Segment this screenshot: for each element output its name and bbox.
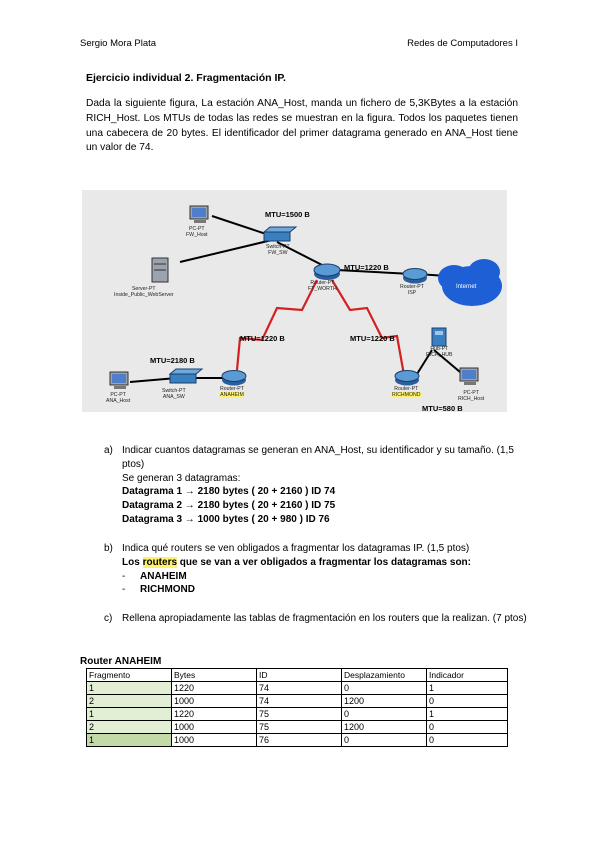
device-label: PC-PT ANA_Host	[106, 392, 131, 404]
device-label: Server-PT Inside_Public_WebServer	[114, 286, 174, 298]
mtu-label: MTU=1500 B	[265, 210, 310, 219]
column-header: Bytes	[172, 669, 257, 682]
device-label: PC-PT FW_Host	[186, 226, 208, 238]
pc-icon	[190, 206, 208, 223]
network-links	[82, 190, 507, 412]
question-b: b) Indica qué routers se ven obligados a fragmentar los datagramas IP. (1,5 ptos) Los routers que se van a ver obligados a fragmentar los datagramas son: - ANAHEIM - RICHMOND	[104, 542, 534, 602]
device-label: Switch-PT FW_SW	[266, 244, 290, 256]
link-ftworth-richmond	[332, 280, 404, 375]
column-header: Desplazamiento	[342, 669, 427, 682]
device-label: Switch-PT ANA_SW	[162, 388, 186, 400]
pc-icon	[460, 368, 478, 385]
question-a: a) Indicar cuantos datagramas se generan en ANA_Host, su identificador y su tamaño. (1,5 ptos) Se generan 3 datagramas: Datagrama 1 → 2180 bytes ( 20 + 2160 ) ID 74 Datagrama 2 → 2180 bytes ( 20 + 2160 ) ID 75 Datagrama 3 → 1000 bytes ( 20 + 980 ) ID 76	[104, 444, 534, 534]
cloud-icon	[438, 259, 502, 306]
table-row: 2 1000 74 1200 0	[87, 695, 508, 708]
answer-b-item: - ANAHEIM	[122, 570, 187, 582]
answer-b-item: - RICHMOND	[122, 584, 195, 596]
question-c: c) Rellena apropiadamente las tablas de fragmentación en los routers que la realizan. (7 ptos)	[104, 612, 534, 642]
link-server-switch	[180, 240, 272, 262]
router-icon	[314, 264, 340, 280]
question-a-text: Indicar cuantos datagramas se generan en ANA_Host, su identificador y su tamaño. (1,5 ptos)	[122, 445, 514, 470]
question-b-text: Indica qué routers se ven obligados a fragmentar los datagramas IP. (1,5 ptos)	[122, 543, 470, 554]
mtu-label: MTU=1220 B	[344, 263, 389, 272]
device-label: Router-PT ANAHEIM	[220, 386, 244, 398]
device-label: Hub-PT RICH_HUB	[426, 346, 453, 358]
page-header-course: Redes de Computadores I	[407, 38, 518, 49]
mtu-label: MTU=2180 B	[150, 356, 195, 365]
mtu-label: MTU=1220 B	[350, 334, 395, 343]
mtu-label: MTU=580 B	[422, 404, 463, 413]
pc-icon	[110, 372, 128, 389]
answer-a-intro: Se generan 3 datagramas:	[122, 472, 241, 484]
internet-label: Internet	[456, 284, 477, 290]
column-header: Fragmento	[87, 669, 172, 682]
switch-icon	[170, 369, 202, 383]
switch-icon	[264, 227, 296, 241]
link-ftworth-anaheim	[237, 280, 317, 370]
server-icon	[152, 258, 168, 282]
exercise-title: Ejercicio individual 2. Fragmentación IP.	[86, 72, 286, 84]
answer-b-text: Los routers que se van a ver obligados a fragmentar los datagramas son:	[122, 556, 471, 568]
table-title: Router ANAHEIM	[80, 656, 162, 667]
column-header: ID	[257, 669, 342, 682]
device-label: Router-PT RICHMOND	[392, 386, 421, 398]
table-row: 2 1000 75 1200 0	[87, 721, 508, 734]
exercise-statement: Dada la siguiente figura, La estación ANA_Host, manda un fichero de 5,3KBytes a la estación RICH_Host. Los MTUs de todas las redes se muestran en la figura. Todos los paquetes tienen una cabecera de 20 bytes. El identificador del primer datagrama generado en ANA_Host tiene un valor de 74.	[86, 98, 518, 154]
router-icon	[395, 371, 419, 386]
network-diagram	[82, 190, 507, 412]
column-header: Indicador	[427, 669, 508, 682]
answer-a-line: Datagrama 2 → 2180 bytes ( 20 + 2160 ) ID 75	[122, 500, 336, 512]
mtu-label: MTU=1220 B	[240, 334, 285, 343]
fragmentation-table	[86, 668, 508, 747]
table-row: 1 1220 74 0 1	[87, 682, 508, 695]
answer-a-line: Datagrama 1 → 2180 bytes ( 20 + 2160 ) ID 74	[122, 486, 336, 498]
answer-a-line: Datagrama 3 → 1000 bytes ( 20 + 980 ) ID 76	[122, 513, 330, 525]
link-fwhost-switch	[212, 216, 272, 236]
device-label: Router-PT ISP	[400, 284, 424, 296]
device-label: Router-PT FT_WORTH	[308, 280, 337, 292]
table-row: 1 1000 76 0 0	[87, 734, 508, 747]
page-header-author: Sergio Mora Plata	[80, 38, 157, 49]
router-icon	[222, 371, 246, 386]
device-label: PC-PT RICH_Host	[458, 390, 485, 402]
question-c-text: Rellena apropiadamente las tablas de fragmentación en los routers que la realizan. (7 ptos)	[122, 613, 527, 624]
table-row: 1 1220 75 0 1	[87, 708, 508, 721]
router-icon	[403, 269, 427, 284]
hub-icon	[432, 328, 446, 346]
table-header-row	[87, 669, 508, 682]
